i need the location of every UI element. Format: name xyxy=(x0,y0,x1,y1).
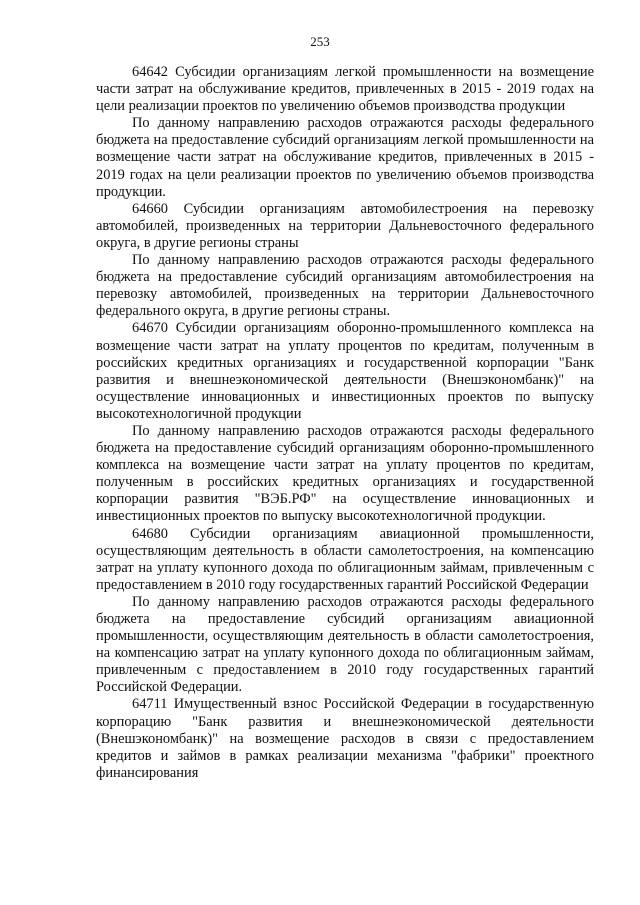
paragraph-64680-title: 64680 Субсидии организациям авиационной промышленности, осуществляющим деятельность в области самолетостроения, на компенсацию затрат на уплату купонного дохода по облигационным займам, привлеченным с предоставлением в 2010 году государственных гарантий Российской Федерации xyxy=(96,525,594,593)
paragraph-64660-description: По данному направлению расходов отражаются расходы федерального бюджета на предоставление субсидий организациям автомобилестроения на перевозку автомобилей, произведенных на территории Дальневосточного федерального округа, в другие регионы страны. xyxy=(96,252,594,320)
paragraph-64670-description: По данному направлению расходов отражаются расходы федерального бюджета на предоставление субсидий организациям оборонно-промышленного комплекса на возмещение части затрат на уплату процентов по кредитам, полученным в российских кредитных организациях и государственной корпорации развития "ВЭБ.РФ" на осуществление инновационных и инвестиционных проектов по выпуску высокотехнологичной продукции. xyxy=(96,422,594,525)
paragraph-64660-title: 64660 Субсидии организациям автомобилестроения на перевозку автомобилей, произведенных на территории Дальневосточного федерального округа, в другие регионы страны xyxy=(96,200,594,251)
paragraph-64711-title: 64711 Имущественный взнос Российской Федерации в государственную корпорацию "Банк развития и внешнеэкономической деятельности (Внешэкономбанк)" на возмещение расходов в связи с предоставлением кредитов и займов в рамках реализации механизма "фабрики" проектного финансирования xyxy=(96,696,594,781)
paragraph-64670-title: 64670 Субсидии организациям оборонно-промышленного комплекса на возмещение части затрат на уплату процентов по кредитам, полученным в российских кредитных организациях и государственной корпорации "Банк развития и внешнеэкономической деятельности (Внешэкономбанк)" на осуществление инновационных и инвестиционных проектов по выпуску высокотехнологичной продукции xyxy=(96,320,594,422)
page-number: 253 xyxy=(310,34,330,49)
paragraph-64680-description: По данному направлению расходов отражаются расходы федерального бюджета на предоставление субсидий организациям авиационной промышленности, осуществляющим деятельность в области самолетостроения, на компенсацию затрат на уплату купонного дохода по облигационным займам, привлеченным с предоставлением в 2010 году государственных гарантий Российской Федерации. xyxy=(96,593,594,696)
paragraph-64642-title: 64642 Субсидии организациям легкой промышленности на возмещение части затрат на обслуживание кредитов, привлеченных в 2015 - 2019 годах на цели реализации проектов по увеличению объемов производства продукции xyxy=(96,64,594,115)
paragraph-64642-description: По данному направлению расходов отражаются расходы федерального бюджета на предоставление субсидий организациям легкой промышленности на возмещение части затрат на обслуживание кредитов, привлеченных в 2015 - 2019 годах на цели реализации проектов по увеличению объемов производства продукции. xyxy=(96,115,594,200)
document-body xyxy=(96,64,594,782)
